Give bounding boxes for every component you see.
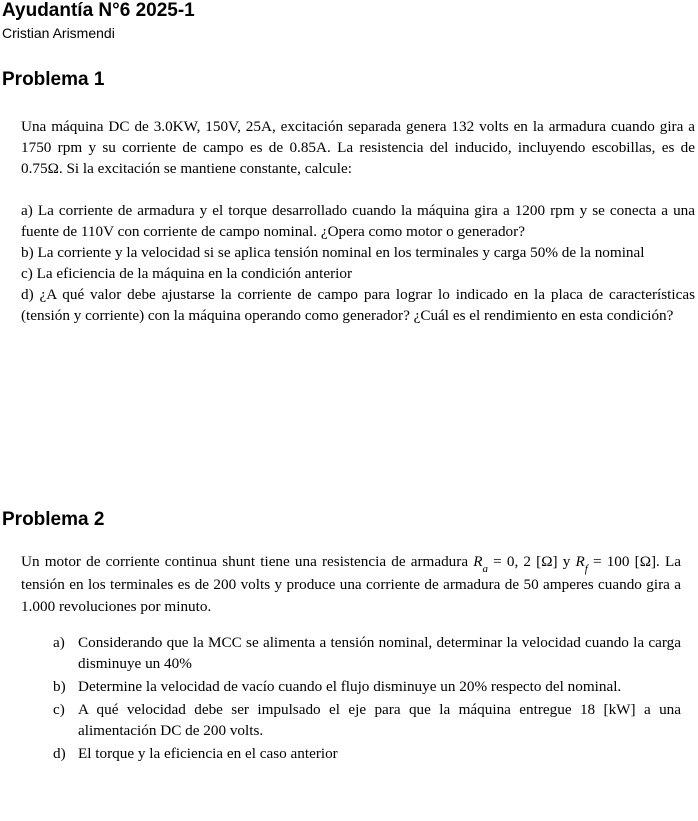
ra-value: = 0, 2 [Ω] y bbox=[493, 553, 571, 570]
author-name: Cristian Arismendi bbox=[2, 25, 115, 41]
item-marker: a) bbox=[53, 634, 65, 651]
field-resistance-formula bbox=[575, 553, 660, 575]
problem-1-heading: Problema 1 bbox=[2, 69, 105, 90]
problem-2-intro-part1: Un motor de corriente continua shunt tiene una resistencia de armadura bbox=[21, 553, 469, 570]
problem-2-item-c bbox=[21, 699, 681, 741]
problem-1-intro: Una máquina DC de 3.0KW, 150V, 25A, excitación separada genera 132 volts en la armadura cuando gira a 1750 rpm y su corriente de campo es de 0.85A. La resistencia del inducido, incluyendo escobillas, es de 0.75Ω. Si la excitación se mantiene constante, calcule: bbox=[21, 118, 695, 177]
problem-1-statement bbox=[21, 116, 695, 326]
problem-2-intro bbox=[21, 551, 681, 618]
problem-2-statement bbox=[21, 551, 681, 766]
item-text: Determine la velocidad de vacío cuando el flujo disminuye un 20% respecto del nominal. bbox=[78, 678, 622, 695]
item-marker: d) bbox=[53, 745, 66, 762]
problem-2-heading: Problema 2 bbox=[2, 509, 105, 530]
problem-2-item-a bbox=[21, 632, 681, 674]
problem-1-item-d: d) ¿A qué valor debe ajustarse la corriente de campo para lograr lo indicado en la placa de características (tensión y corriente) con la máquina operando como generador? ¿Cuál es el rendimiento en esta condición? bbox=[21, 286, 695, 324]
problem-2-items bbox=[21, 632, 681, 764]
problem-1-item-a: a) La corriente de armadura y el torque desarrollado cuando la máquina gira a 1200 rpm y se conecta a una fuente de 110V con corriente de campo nominal. ¿Opera como motor o generador? bbox=[21, 202, 695, 240]
rf-symbol: R bbox=[575, 553, 585, 570]
item-marker: c) bbox=[53, 701, 65, 718]
problem-1-item-c: c) La eficiencia de la máquina en la condición anterior bbox=[21, 265, 353, 282]
problem-1-item-b: b) La corriente y la velocidad si se aplica tensión nominal en los terminales y carga 50% de la nominal bbox=[21, 244, 645, 261]
ra-subscript: a bbox=[482, 563, 489, 575]
item-marker: b) bbox=[53, 678, 66, 695]
ra-symbol: R bbox=[473, 553, 483, 570]
problem-2-item-d bbox=[21, 743, 681, 764]
armature-resistance-formula bbox=[473, 553, 571, 575]
document-title: Ayudantía N°6 2025-1 bbox=[2, 0, 195, 21]
item-text: A qué velocidad debe ser impulsado el eje para que la máquina entregue 18 [kW] a una alimentación DC de 200 volts. bbox=[78, 701, 681, 739]
problem-2-item-b bbox=[21, 676, 681, 697]
item-text: Considerando que la MCC se alimenta a tensión nominal, determinar la velocidad cuando la carga disminuye un 40% bbox=[78, 634, 681, 672]
rf-subscript: f bbox=[584, 563, 588, 575]
rf-value: = 100 [Ω]. bbox=[592, 553, 660, 570]
problem-2-intro-part2: La tensión en los terminales es de 200 volts y produce una corriente de armadura de 50 amperes cuando gira a 1.000 revoluciones por minuto. bbox=[21, 553, 682, 615]
item-text: El torque y la eficiencia en el caso anterior bbox=[78, 745, 338, 762]
